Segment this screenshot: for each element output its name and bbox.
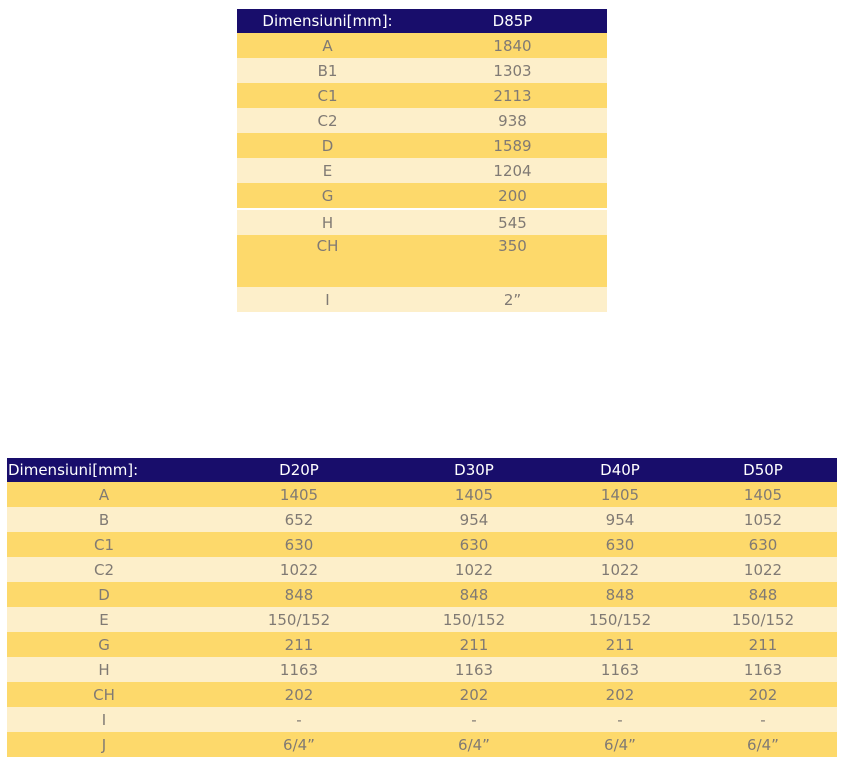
dimension-label: C2 [237, 108, 418, 133]
dimension-value: 1022 [201, 557, 397, 582]
header-model-d50p: D50P [689, 458, 837, 482]
dimension-value: 630 [201, 532, 397, 557]
dimension-label: B [7, 507, 201, 532]
dimension-value: 1022 [397, 557, 551, 582]
table-row [7, 582, 837, 607]
table-row [7, 657, 837, 682]
dimension-label: D [237, 133, 418, 158]
table-row [7, 532, 837, 557]
dimension-value: 211 [397, 632, 551, 657]
table-row [7, 732, 837, 757]
table-row [237, 158, 607, 183]
dimension-label: C1 [7, 532, 201, 557]
dimension-value: 652 [201, 507, 397, 532]
dimension-value: 1405 [397, 482, 551, 507]
dimension-label: B1 [237, 58, 418, 83]
table-row [7, 632, 837, 657]
dimension-value: 1163 [551, 657, 689, 682]
dimension-value: 202 [689, 682, 837, 707]
dimension-value: - [551, 707, 689, 732]
header-model-d20p: D20P [201, 458, 397, 482]
dimension-label: J [7, 732, 201, 757]
dimension-value: 350 [418, 235, 607, 287]
header-model-d85p: D85P [418, 9, 607, 33]
table-row [7, 557, 837, 582]
dimension-label: A [7, 482, 201, 507]
dimension-value: 200 [418, 183, 607, 209]
table-header-row [7, 458, 837, 482]
dimension-value: 2113 [418, 83, 607, 108]
dimension-value: 630 [551, 532, 689, 557]
table-row [237, 209, 607, 235]
table-header-row [237, 9, 607, 33]
dimension-label: D [7, 582, 201, 607]
dimension-label: I [237, 287, 418, 312]
dimension-label: G [7, 632, 201, 657]
table-row [237, 58, 607, 83]
table-row [7, 707, 837, 732]
table-row [237, 287, 607, 312]
dimension-label: I [7, 707, 201, 732]
dimension-value: 150/152 [689, 607, 837, 632]
table-row [237, 235, 607, 287]
dimension-label: H [237, 209, 418, 235]
table-row [237, 33, 607, 58]
dimension-value: 545 [418, 209, 607, 235]
dimension-value: - [201, 707, 397, 732]
dimension-value: 6/4” [551, 732, 689, 757]
header-dimensions-label: Dimensiuni[mm]: [237, 9, 418, 33]
dimension-value: 211 [689, 632, 837, 657]
dimension-value: 954 [397, 507, 551, 532]
dimension-value: 848 [689, 582, 837, 607]
dimension-value: 1163 [397, 657, 551, 682]
dimension-value: 150/152 [201, 607, 397, 632]
table-row [237, 108, 607, 133]
dimension-value: 1204 [418, 158, 607, 183]
dimension-value: 630 [397, 532, 551, 557]
dimension-value: 6/4” [397, 732, 551, 757]
dimension-value: 1405 [551, 482, 689, 507]
dimension-value: 6/4” [201, 732, 397, 757]
dimension-label: H [7, 657, 201, 682]
dimension-value: 1052 [689, 507, 837, 532]
table-row [7, 482, 837, 507]
dimension-label: G [237, 183, 418, 209]
dimension-label: CH [7, 682, 201, 707]
dimension-value: 848 [397, 582, 551, 607]
dimension-label: A [237, 33, 418, 58]
dimension-value: 1840 [418, 33, 607, 58]
dimension-value: 938 [418, 108, 607, 133]
dimension-label: C2 [7, 557, 201, 582]
table-row [7, 682, 837, 707]
dimension-value: 1589 [418, 133, 607, 158]
dimension-value: 211 [551, 632, 689, 657]
header-model-d30p: D30P [397, 458, 551, 482]
dimension-value: 954 [551, 507, 689, 532]
dimension-value: 202 [397, 682, 551, 707]
dimension-value: 211 [201, 632, 397, 657]
dimension-value: 150/152 [551, 607, 689, 632]
dimension-value: 2” [418, 287, 607, 312]
dimension-value: 1022 [551, 557, 689, 582]
dimension-label: E [7, 607, 201, 632]
dimensions-table-d20p-d50p [7, 458, 837, 757]
header-model-d40p: D40P [551, 458, 689, 482]
table-row [7, 607, 837, 632]
dimensions-table-d85p [237, 9, 607, 312]
dimension-value: 1405 [689, 482, 837, 507]
dimension-value: 202 [201, 682, 397, 707]
dimension-value: 848 [201, 582, 397, 607]
table-row [237, 133, 607, 158]
dimension-value: 1022 [689, 557, 837, 582]
dimension-value: 202 [551, 682, 689, 707]
dimension-value: 1163 [689, 657, 837, 682]
table-row [7, 507, 837, 532]
dimension-label: CH [237, 235, 418, 287]
dimension-value: 1163 [201, 657, 397, 682]
dimension-label: E [237, 158, 418, 183]
dimension-value: 150/152 [397, 607, 551, 632]
table-row [237, 83, 607, 108]
table-row [237, 183, 607, 209]
dimension-value: - [397, 707, 551, 732]
dimension-value: 6/4” [689, 732, 837, 757]
dimension-value: 1303 [418, 58, 607, 83]
dimension-label: C1 [237, 83, 418, 108]
header-dimensions-label: Dimensiuni[mm]: [7, 458, 201, 482]
dimension-value: 848 [551, 582, 689, 607]
dimension-value: 630 [689, 532, 837, 557]
dimension-value: - [689, 707, 837, 732]
dimension-value: 1405 [201, 482, 397, 507]
